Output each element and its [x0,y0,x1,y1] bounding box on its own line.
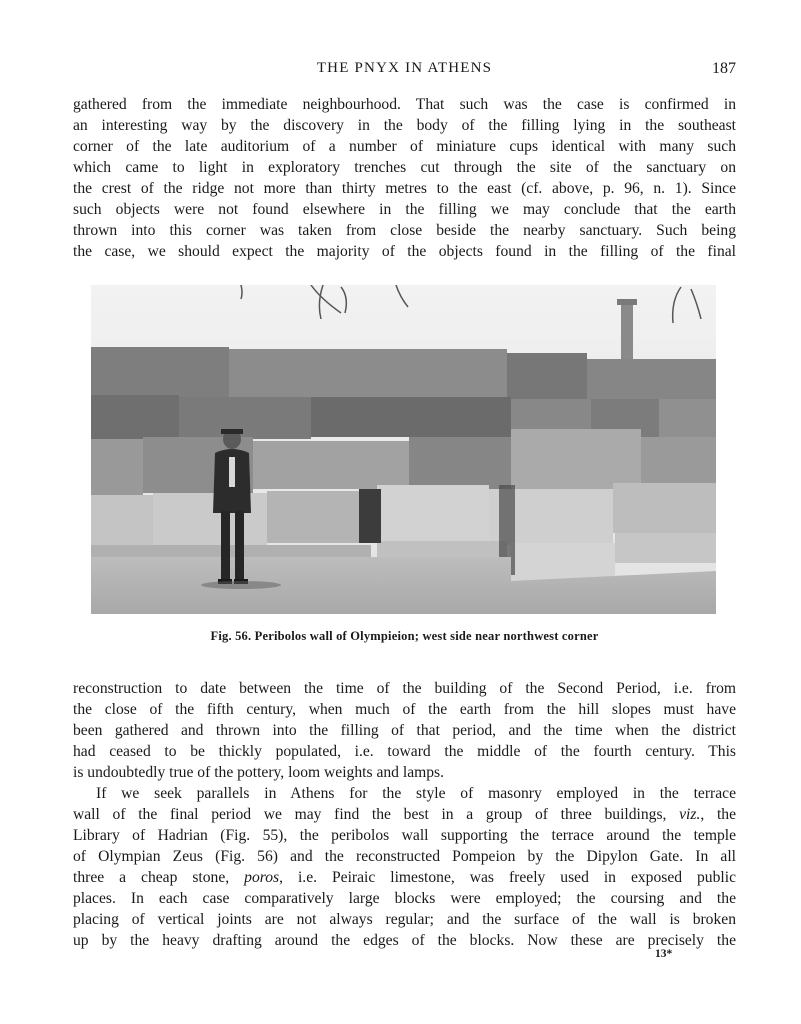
text-line: which came to light in exploratory trenches cut through the site of the sanctuary on [73,159,736,176]
text-line: the close of the fifth century, when much of the earth from the hill slopes must have [73,701,736,718]
text-line: placing of vertical joints are not always regular; and the surface of the wall is broken [73,911,736,928]
text-line: Library of Hadrian (Fig. 55), the peribolos wall supporting the terrace around the temple [73,827,736,844]
italic-term-poros: poros [244,869,280,886]
running-title: THE PNYX IN ATHENS [316,60,493,76]
text-line: been gathered and thrown into the filling of that period, and the time when the district [73,722,736,739]
figure-photograph [91,285,716,614]
wall-photo-illustration [91,285,716,614]
page-header [73,60,736,82]
text-line: such objects were not found elsewhere in the filling we may conclude that the earth [73,201,736,218]
paragraph-1 [73,94,736,262]
text-line [73,804,736,825]
text-segment: , i.e. Peiraic limestone, was freely used in exposed public [279,869,736,886]
text-segment: three a cheap stone, [73,869,245,886]
text-line: the crest of the ridge not more than thirty metres to the east (cf. above, p. 96, n. 1). Since [73,180,736,197]
text-line: of Olympian Zeus (Fig. 56) and the reconstructed Pompeion by the Dipylon Gate. In all [73,848,736,865]
text-line: If we seek parallels in Athens for the style of masonry employed in the terrace [96,785,736,802]
text-line: is undoubtedly true of the pottery, loom weights and lamps. [73,764,445,781]
text-line: the case, we should expect the majority of the objects found in the filling of the final [73,243,736,260]
text-line: thrown into this corner was taken from close beside the nearby sanctuary. Such being [73,222,736,239]
paragraph-3 [73,783,736,951]
text-line: an interesting way by the discovery in the body of the filling lying in the southeast [73,117,736,134]
page-number: 187 [712,60,736,77]
text-line [73,867,736,888]
text-line: reconstruction to date between the time of the building of the Second Period, i.e. from [73,680,736,697]
figure-caption: Fig. 56. Peribolos wall of Olympieion; west side near northwest corner [210,629,599,643]
text-line: corner of the late auditorium of a number of miniature cups identical with many such [73,138,736,155]
text-line: gathered from the immediate neighbourhood. That such was the case is confirmed in [73,96,736,113]
text-line: up by the heavy drafting around the edges of the blocks. Now these are precisely the [73,932,736,949]
text-segment: wall of the final period we may find the best in a group of three buildings, [73,806,680,823]
paragraph-2 [73,678,736,783]
signature-mark: 13* [655,948,673,960]
text-line: had ceased to be thickly populated, i.e. toward the middle of the fourth century. This [73,743,736,760]
text-segment: , the [700,806,736,823]
italic-term-viz: viz. [679,806,701,823]
text-line: places. In each case comparatively large blocks were employed; the coursing and the [73,890,736,907]
